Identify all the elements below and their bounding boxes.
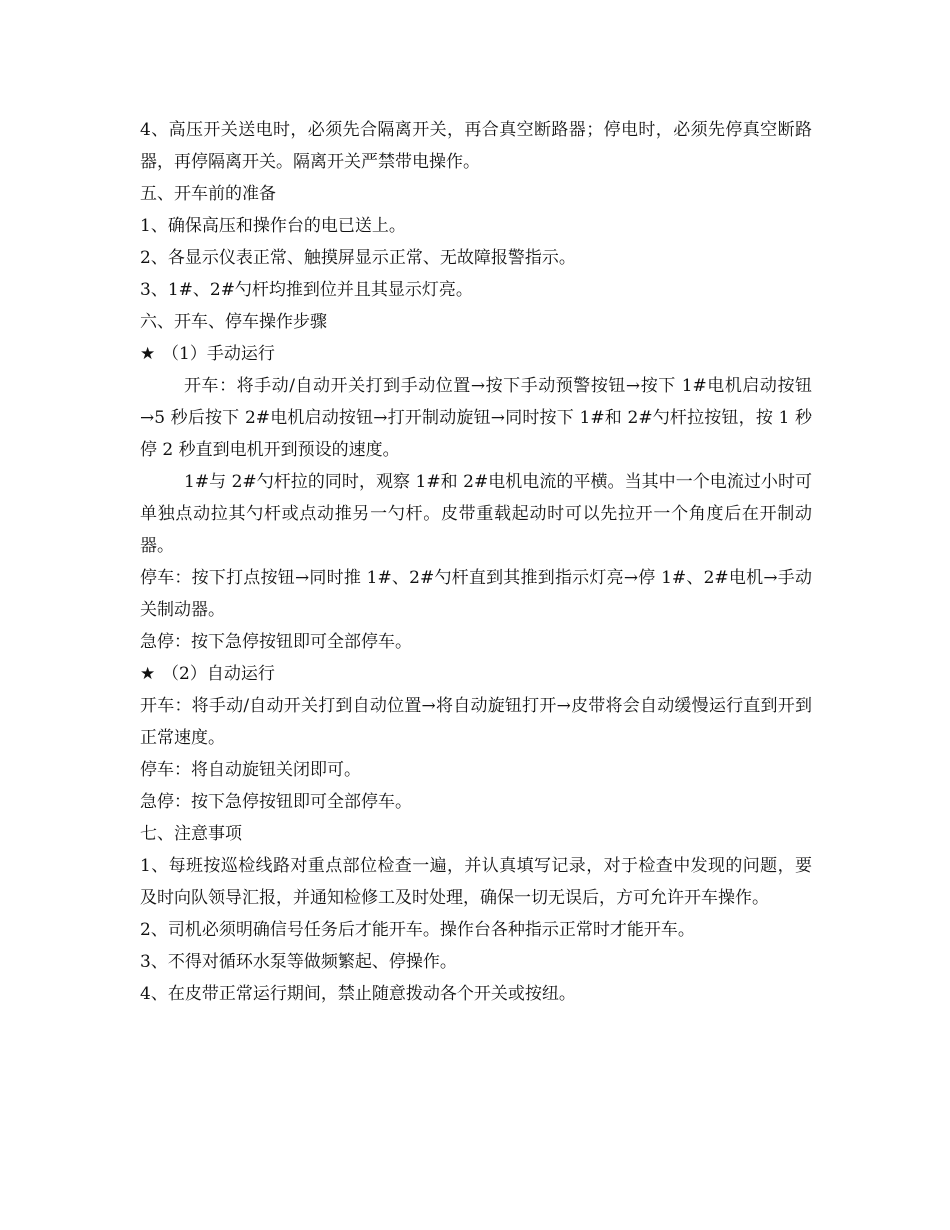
paragraph xyxy=(140,306,812,338)
paragraph xyxy=(140,626,812,658)
paragraph xyxy=(140,562,812,626)
paragraph-text: 急停：按下急停按钮即可全部停车。 xyxy=(140,632,412,652)
paragraph-text: 1#与 2#勺杆拉的同时，观察 1#和 2#电机电流的平横。当其中一个电流过小时可单独点动拉其勺杆或点动推另一勺杆。皮带重载起动时可以先拉开一个角度后在开制动器。 xyxy=(140,472,812,556)
paragraph xyxy=(140,850,812,914)
paragraph-text: 七、注意事项 xyxy=(140,824,242,844)
paragraph xyxy=(140,114,812,178)
paragraph-text: 2、司机必须明确信号任务后才能开车。操作台各种指示正常时才能开车。 xyxy=(140,920,695,940)
paragraph xyxy=(140,914,812,946)
paragraph-text: 六、开车、停车操作步骤 xyxy=(140,312,327,332)
paragraph xyxy=(140,690,812,754)
paragraph-text: 4、在皮带正常运行期间，禁止随意拨动各个开关或按纽。 xyxy=(140,984,576,1004)
paragraph xyxy=(140,370,812,466)
paragraph xyxy=(140,818,812,850)
section-subheading xyxy=(140,338,812,370)
paragraph-text: 4、高压开关送电时，必须先合隔离开关，再合真空断路器；停电时，必须先停真空断路器，再停隔离开关。隔离开关严禁带电操作。 xyxy=(140,120,812,172)
paragraph xyxy=(140,946,812,978)
section-subheading xyxy=(140,658,812,690)
paragraph-text: 五、开车前的准备 xyxy=(140,184,276,204)
paragraph xyxy=(140,786,812,818)
star-icon: ★ xyxy=(140,344,156,364)
paragraph xyxy=(140,242,812,274)
star-icon: ★ xyxy=(140,664,156,684)
paragraph-text: 1、确保高压和操作台的电已送上。 xyxy=(140,216,406,236)
paragraph xyxy=(140,754,812,786)
paragraph-text: 开车：将手动/自动开关打到自动位置→将自动旋钮打开→皮带将会自动缓慢运行直到开到正常速度。 xyxy=(140,696,812,748)
paragraph-text: 停车：按下打点按钮→同时推 1#、2#勺杆直到其推到指示灯亮→停 1#、2#电机→手动关制动器。 xyxy=(140,568,812,620)
paragraph-text: 3、不得对循环水泵等做频繁起、停操作。 xyxy=(140,952,457,972)
paragraph-text: 停车：将自动旋钮关闭即可。 xyxy=(140,760,361,780)
document-body xyxy=(140,114,812,1010)
paragraph-text: 3、1#、2#勺杆均推到位并且其显示灯亮。 xyxy=(140,280,473,300)
paragraph xyxy=(140,178,812,210)
paragraph xyxy=(140,210,812,242)
paragraph xyxy=(140,978,812,1010)
paragraph xyxy=(140,274,812,306)
paragraph-text: 开车：将手动/自动开关打到手动位置→按下手动预警按钮→按下 1#电机启动按钮→5 秒后按下 2#电机启动按钮→打开制动旋钮→同时按下 1#和 2#勺杆拉按钮，按 1 秒停 2 秒直到电机开到预设的速度。 xyxy=(140,376,812,460)
paragraph xyxy=(140,466,812,562)
paragraph-text: （2）自动运行 xyxy=(162,664,275,684)
paragraph-text: 2、各显示仪表正常、触摸屏显示正常、无故障报警指示。 xyxy=(140,248,576,268)
paragraph-text: （1）手动运行 xyxy=(162,344,275,364)
paragraph-text: 急停：按下急停按钮即可全部停车。 xyxy=(140,792,412,812)
paragraph-text: 1、每班按巡检线路对重点部位检查一遍，并认真填写记录，对于检查中发现的问题，要及时向队领导汇报，并通知检修工及时处理，确保一切无误后，方可允许开车操作。 xyxy=(140,856,812,908)
